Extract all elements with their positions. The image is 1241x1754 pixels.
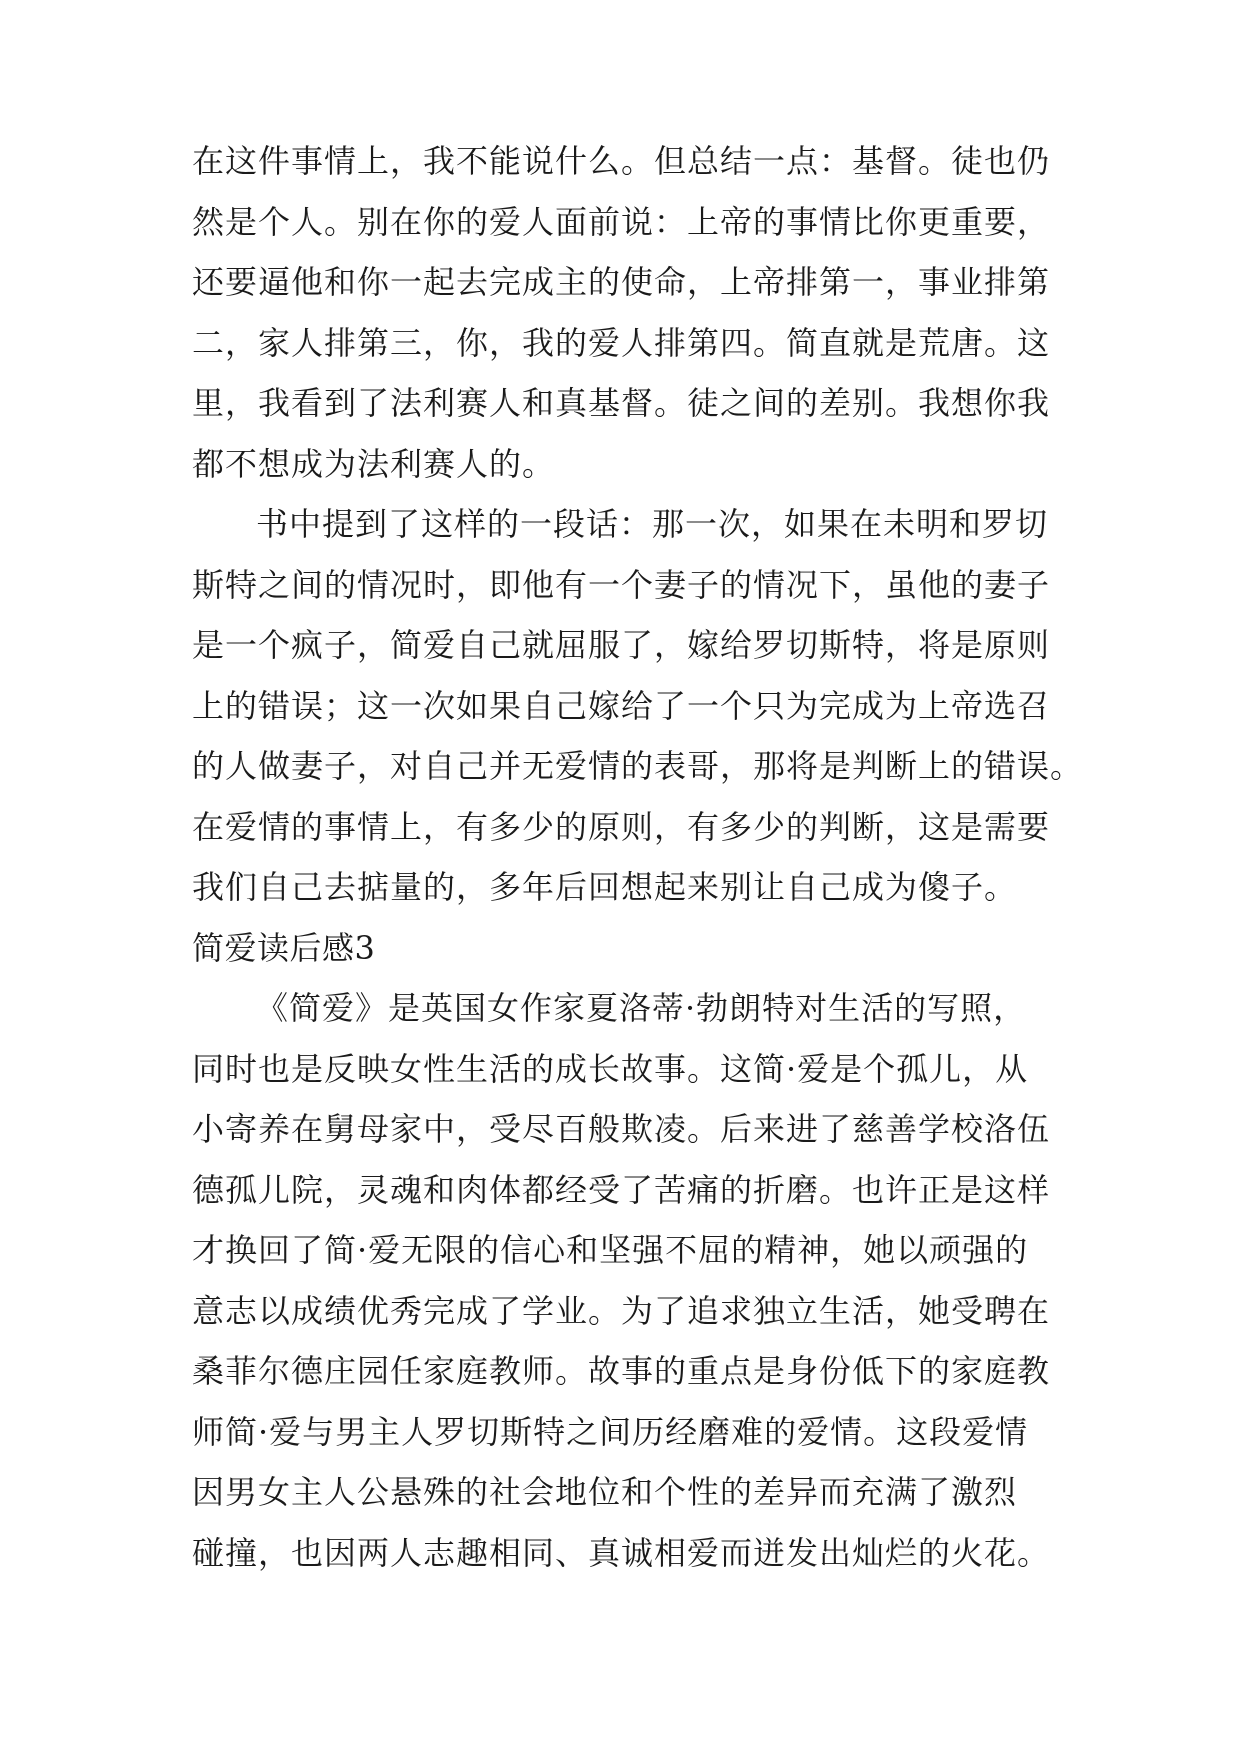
text-line: 的人做妻子，对自己并无爱情的表哥，那将是判断上的错误。	[192, 747, 1084, 785]
text-line: 德孤儿院，灵魂和肉体都经受了苦痛的折磨。也许正是这样	[192, 1170, 1051, 1209]
text-line: 是一个疯子，简爱自己就屈服了，嫁给罗切斯特，将是原则	[192, 626, 1051, 664]
text-line: 在爱情的事情上，有多少的原则，有多少的判断，这是需要	[192, 807, 1051, 846]
text-line: 在这件事情上，我不能说什么。但总结一点：基督。徒也仍	[192, 142, 1051, 180]
section-heading: 简爱读后感3	[192, 928, 376, 967]
text-line: 我们自己去掂量的，多年后回想起来别让自己成为傻子。	[192, 868, 1018, 906]
text-line: 上的错误；这一次如果自己嫁给了一个只为完成为上帝选召	[192, 686, 1051, 725]
text-line: 里，我看到了法利赛人和真基督。徒之间的差别。我想你我	[192, 384, 1051, 422]
text-line: 碰撞，也因两人志趣相同、真诚相爱而迸发出灿烂的火花。	[192, 1533, 1051, 1572]
text-line: 因男女主人公悬殊的社会地位和个性的差异而充满了激烈	[192, 1473, 1018, 1511]
paragraph-first-line: 《简爱》是英国女作家夏洛蒂·勃朗特对生活的写照，	[256, 989, 1027, 1027]
text-line: 还要逼他和你一起去完成主的使命，上帝排第一，事业排第	[192, 263, 1051, 301]
text-line: 小寄养在舅母家中，受尽百般欺凌。后来进了慈善学校洛伍	[192, 1110, 1051, 1148]
document-body	[192, 131, 1084, 1583]
text-line: 同时也是反映女性生活的成长故事。这简·爱是个孤儿，从	[192, 1049, 1029, 1088]
text-line: 都不想成为法利赛人的。	[192, 444, 556, 483]
text-line: 斯特之间的情况时，即他有一个妻子的情况下，虽他的妻子	[192, 565, 1051, 604]
text-line: 然是个人。别在你的爱人面前说：上帝的事情比你更重要，	[192, 202, 1051, 241]
paragraph-first-line: 书中提到了这样的一段话：那一次，如果在未明和罗切	[256, 505, 1049, 543]
text-line: 师简·爱与男主人罗切斯特之间历经磨难的爱情。这段爱情	[192, 1412, 1029, 1451]
text-line: 桑菲尔德庄园任家庭教师。故事的重点是身份低下的家庭教	[192, 1352, 1051, 1390]
text-line: 意志以成绩优秀完成了学业。为了追求独立生活，她受聘在	[192, 1291, 1051, 1330]
text-line: 二，家人排第三，你，我的爱人排第四。简直就是荒唐。这	[192, 323, 1051, 362]
text-line: 才换回了简·爱无限的信心和坚强不屈的精神，她以顽强的	[192, 1231, 1029, 1269]
